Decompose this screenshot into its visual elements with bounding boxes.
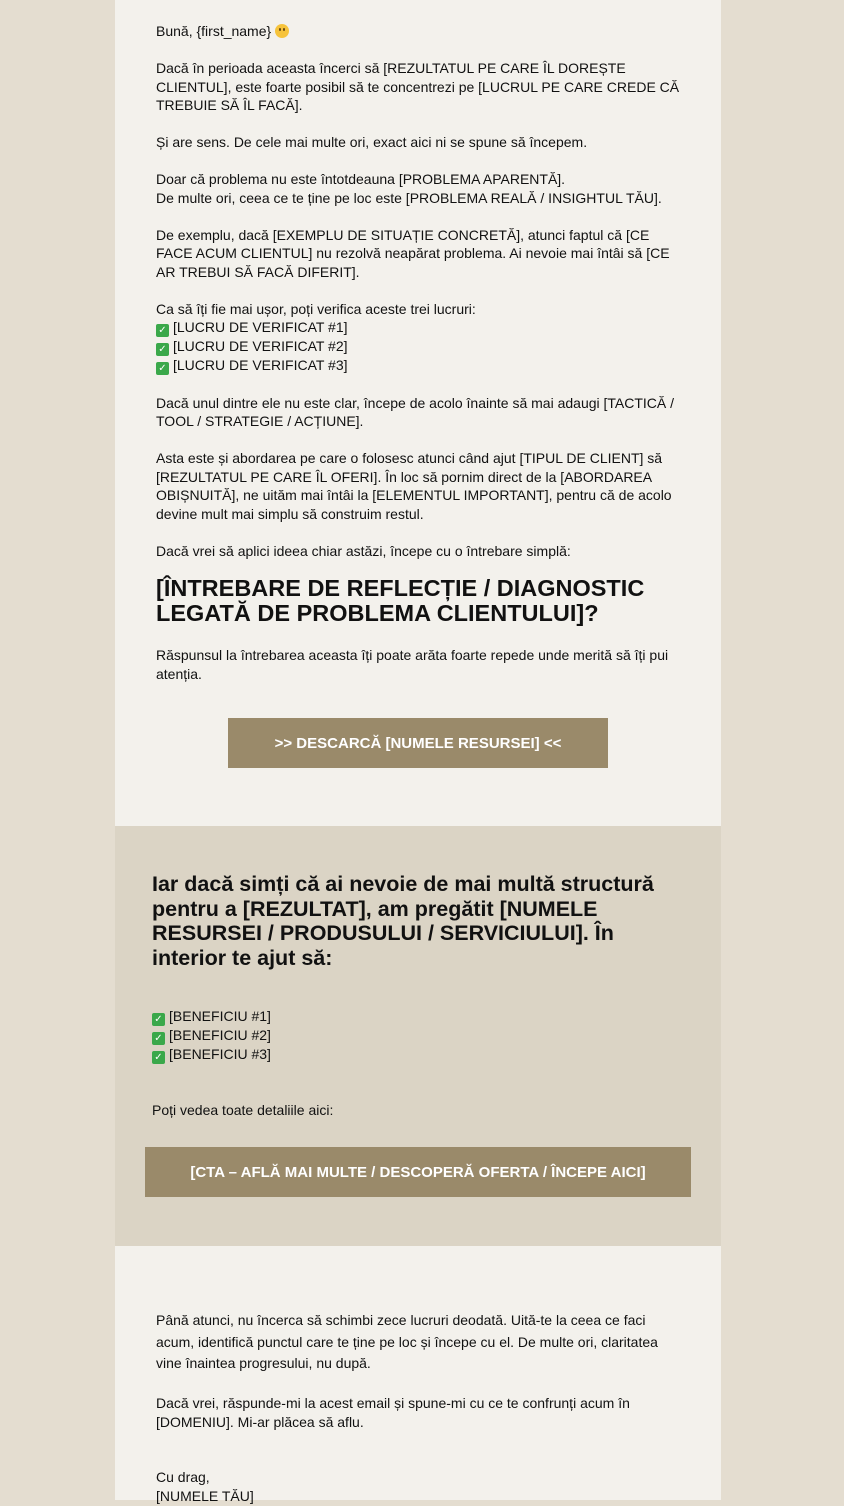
benefit-item: ✓ [BENEFICIU #3] (152, 1045, 271, 1064)
check-mark-icon: ✓ (152, 1051, 165, 1064)
closing-paragraph-2: Dacă vrei, răspunde-mi la acest email și spune-mi cu ce te confrunți acum în [DOMENIU]. Mi-ar plăcea să aflu. (156, 1395, 630, 1430)
checklist (156, 300, 686, 376)
paragraph-4: De exemplu, dacă [EXEMPLU DE SITUAȚIE CONCRETĂ], atunci faptul că [CE FACE ACUM CLIENTUL] nu rezolvă neapărat problema. Ai nevoie mai întâi să [CE AR TREBUI SĂ FACĂ DIFERIT]. (156, 226, 670, 280)
paragraph-1: Dacă în perioada aceasta încerci să [REZULTATUL PE CARE ÎL DOREȘTE CLIENTUL], este foarte posibil să te concentrezi pe [LUCRUL PE CARE CREDE CĂ TREBUIE SĂ ÎL FACĂ]. (156, 60, 680, 113)
offer-heading: Iar dacă simți că ai nevoie de mai multă structură pentru a [REZULTAT], am pregătit [NUMELE RESURSEI / PRODUSULUI / SERVICIULUI]. În interior te ajut să: (152, 872, 654, 970)
greeting (156, 22, 686, 41)
paragraph-3-line-1: Doar că problema nu este întotdeauna [PROBLEMA APARENTĂ]. (156, 171, 566, 187)
email-body (115, 0, 721, 1504)
paragraph-9: Răspunsul la întrebarea aceasta îți poate arăta foarte repede unde merită să îți pui atenția. (156, 647, 669, 682)
checklist-item: ✓ [LUCRU DE VERIFICAT #3] (156, 356, 686, 375)
paragraph-2: Și are sens. De cele mai multe ori, exact aici ni se spune să începem. (156, 134, 588, 150)
paragraph-7: Asta este și abordarea pe care o folosesc atunci când ajut [TIPUL DE CLIENT] să [REZULTATUL PE CARE ÎL OFERI]. În loc să pornim direct de la [ABORDAREA OBIȘNUITĂ], ne uităm mai întâi la [ELEMENTUL IMPORTANT], pentru că de acolo devine mult mai simplu să construim restul. (156, 450, 672, 522)
closing-paragraph-1: Până atunci, nu încerca să schimbi zece lucruri deodată. Uită-te la ceea ce faci acum, identifică punctul care te ține pe loc și începe cu el. De multe ori, claritatea vine înaintea progresului, nu după. (156, 1312, 658, 1371)
intro-text (156, 22, 686, 579)
benefit-item: ✓ [BENEFICIU #1] (152, 1007, 271, 1026)
offer-cta-button[interactable]: [CTA – AFLĂ MAI MULTE / DESCOPERĂ OFERTA / ÎNCEPE AICI] (145, 1147, 691, 1197)
paragraph-3-line-2: De multe ori, ceea ce te ține pe loc este [PROBLEMA REALĂ / INSIGHTUL TĂU]. (156, 189, 662, 206)
check-mark-icon: ✓ (156, 343, 169, 356)
signoff: Cu drag, (156, 1469, 210, 1485)
greeting-text: Bună, {first_name} (156, 23, 272, 39)
hugging-face-icon (275, 24, 289, 38)
offer-note: Poți vedea toate detaliile aici: (152, 1102, 334, 1118)
reflection-question: [ÎNTREBARE DE REFLECȚIE / DIAGNOSTIC LEGATĂ DE PROBLEMA CLIENTULUI]? (156, 575, 645, 626)
benefit-item: ✓ [BENEFICIU #2] (152, 1026, 271, 1045)
sender-name: [NUMELE TĂU] (156, 1488, 254, 1504)
check-mark-icon: ✓ (152, 1013, 165, 1026)
check-mark-icon: ✓ (156, 362, 169, 375)
paragraph-6: Dacă unul dintre ele nu este clar, începe de acolo înainte să mai adaugi [TACTICĂ / TOOL / STRATEGIE / ACȚIUNE]. (156, 394, 675, 429)
closing-section (115, 1246, 721, 1504)
paragraph-3 (156, 170, 686, 207)
checklist-intro: Ca să îți fie mai ușor, poți verifica aceste trei lucruri: (156, 300, 476, 317)
checklist-item: ✓ [LUCRU DE VERIFICAT #1] (156, 318, 686, 337)
check-mark-icon: ✓ (152, 1032, 165, 1045)
benefits-list (152, 1007, 271, 1064)
intro-section (115, 0, 721, 826)
offer-section (115, 826, 721, 1246)
download-resource-button[interactable]: >> DESCARCĂ [NUMELE RESURSEI] << (228, 718, 608, 768)
signature (156, 1468, 686, 1506)
paragraph-8: Dacă vrei să aplici ideea chiar astăzi, începe cu o întrebare simplă: (156, 542, 571, 559)
checklist-item: ✓ [LUCRU DE VERIFICAT #2] (156, 337, 686, 356)
check-mark-icon: ✓ (156, 324, 169, 337)
